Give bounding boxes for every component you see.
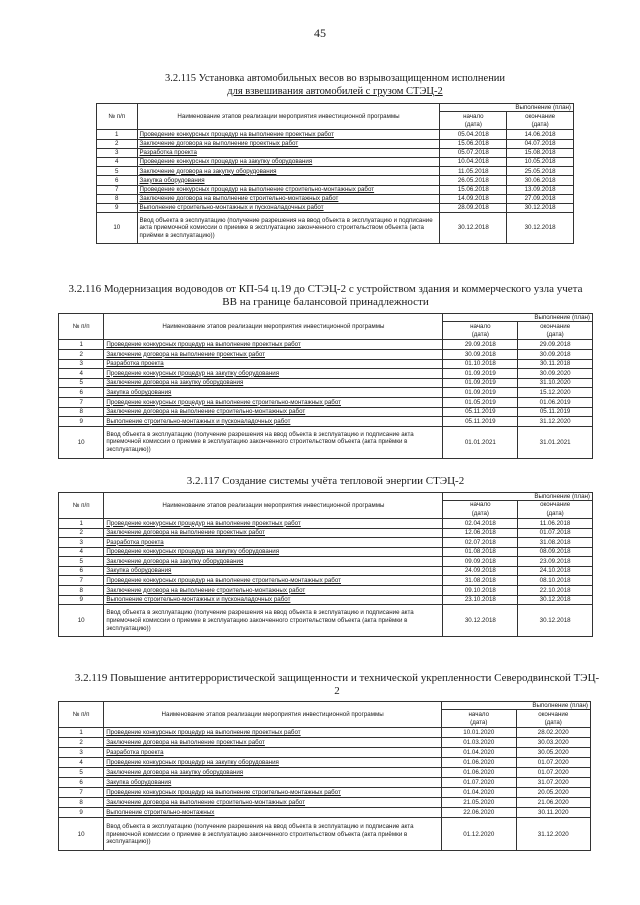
row-number: 2: [59, 528, 104, 538]
row-number: 9: [59, 808, 104, 818]
header-stage-name: Наименование этапов реализации мероприятия инвестиционной программы: [137, 104, 440, 130]
schedule-table: [58, 492, 593, 638]
table-row: [59, 808, 591, 818]
end-date: 01.06.2019: [518, 397, 593, 407]
start-date: 01.03.2020: [442, 738, 516, 748]
stage-name: Проведение конкурсных процедур на выполнение проектных работ: [104, 518, 443, 528]
stage-name: Проведение конкурсных процедур на выполнение проектных работ: [104, 340, 443, 350]
header-execution: Выполнение (план): [440, 104, 574, 112]
stage-name: Проведение конкурсных процедур на выполнение строительно-монтажных работ: [104, 788, 442, 798]
header-stage-name: Наименование этапов реализации мероприятия инвестиционной программы: [104, 702, 442, 728]
end-date: 30.12.2018: [518, 595, 593, 605]
start-date: 05.11.2019: [443, 407, 518, 417]
table-row: [59, 798, 591, 808]
stage-name: Выполнение строительно-монтажных и пусконаладочных работ: [104, 595, 443, 605]
end-date: 30.12.2018: [507, 203, 574, 212]
end-date: 25.05.2018: [507, 167, 574, 176]
table-row: [97, 130, 574, 139]
end-date: 30.11.2020: [516, 808, 590, 818]
header-stage-name: Наименование этапов реализации мероприятия инвестиционной программы: [104, 314, 443, 340]
row-number: 7: [97, 185, 138, 194]
table-row: [59, 566, 593, 576]
row-number: 5: [59, 768, 104, 778]
header-end-date: (дата): [507, 121, 574, 130]
table-row: [59, 417, 593, 427]
row-number: 10: [59, 426, 104, 458]
row-number: 3: [59, 748, 104, 758]
row-number: 8: [97, 194, 138, 203]
start-date: 01.10.2018: [443, 359, 518, 369]
section-title: 3.2.115 Установка автомобильных весов во взрывозащищенном исполнении: [164, 73, 506, 84]
end-date: 05.11.2019: [518, 407, 593, 417]
start-date: 01.06.2020: [442, 758, 516, 768]
row-number: 4: [59, 758, 104, 768]
stage-name: Проведение конкурсных процедур на закупку оборудования: [104, 369, 443, 379]
table-row: [97, 203, 574, 212]
stage-name: Ввод объекта в эксплуатацию (получение разрешения на ввод объекта в эксплуатацию и подписание акта приемочной комиссии о приемке в эксплуатацию законченного строительством объекта (акта приёмки в эксплуатацию)): [137, 213, 440, 244]
row-number: 3: [59, 538, 104, 548]
start-date: 02.07.2018: [443, 538, 518, 548]
row-number: 9: [97, 203, 138, 212]
table-header-row: [59, 702, 591, 710]
table-row: [59, 359, 593, 369]
header-num: № п/п: [97, 104, 138, 130]
stage-name: Заключение договора на выполнение проектных работ: [104, 350, 443, 360]
stage-name: Закупка оборудования: [104, 778, 442, 788]
end-date: 10.05.2018: [507, 157, 574, 166]
header-end-date: (дата): [518, 331, 593, 340]
table-row: [97, 157, 574, 166]
row-number: 9: [59, 595, 104, 605]
stage-name: Разработка проекта: [137, 148, 440, 157]
stage-name: Проведение конкурсных процедур на закупку оборудования: [137, 157, 440, 166]
table-row: [59, 407, 593, 417]
row-number: 9: [59, 417, 104, 427]
row-number: 5: [59, 378, 104, 388]
start-date: 10.01.2020: [442, 728, 516, 738]
section-3-2-119: [58, 672, 616, 851]
stage-name: Проведение конкурсных процедур на закупку оборудования: [104, 758, 442, 768]
start-date: 23.10.2018: [443, 595, 518, 605]
start-date: 21.05.2020: [442, 798, 516, 808]
table-row: [59, 595, 593, 605]
table-row: [97, 194, 574, 203]
header-execution: Выполнение (план): [442, 702, 591, 710]
row-number: 8: [59, 586, 104, 596]
start-date: 12.06.2018: [443, 528, 518, 538]
header-end: окончание: [518, 500, 593, 509]
header-end: окончание: [516, 710, 590, 719]
header-end: окончание: [507, 112, 574, 121]
table-row: [59, 576, 593, 586]
row-number: 4: [97, 157, 138, 166]
header-end: окончание: [518, 322, 593, 331]
end-date: 31.10.2020: [518, 378, 593, 388]
header-execution: Выполнение (план): [443, 492, 593, 500]
row-number: 10: [97, 213, 138, 244]
stage-name: Заключение договора на закупку оборудования: [104, 557, 443, 567]
stage-name: Заключение договора на закупку оборудования: [104, 378, 443, 388]
header-start: начало: [442, 710, 516, 719]
header-execution: Выполнение (план): [443, 314, 593, 322]
end-date: 27.09.2018: [507, 194, 574, 203]
stage-name: Заключение договора на выполнение проектных работ: [104, 738, 442, 748]
section-title: 3.2.119 Повышение антитеррористической защищенности и технической укрепленности Северодвинской ТЭЦ-: [74, 672, 600, 684]
start-date: 31.08.2018: [443, 576, 518, 586]
end-date: 30.11.2018: [518, 359, 593, 369]
stage-name: Ввод объекта в эксплуатацию (получение разрешения на ввод объекта в эксплуатацию и подписание акта приемочной комиссии о приемке в эксплуатацию законченного строительством объекта (акта приёмки в эксплуатацию)): [104, 818, 442, 851]
header-start-date: (дата): [442, 719, 516, 728]
stage-name: Заключение договора на выполнение проектных работ: [137, 139, 440, 148]
stage-name: Закупка оборудования: [104, 566, 443, 576]
section-3-2-116: [58, 283, 593, 459]
table-row: [59, 426, 593, 458]
schedule-table: [58, 313, 593, 459]
start-date: 15.06.2018: [440, 139, 507, 148]
stage-name: Проведение конкурсных процедур на выполнение проектных работ: [137, 130, 440, 139]
row-number: 1: [97, 130, 138, 139]
table-row: [59, 768, 591, 778]
start-date: 01.09.2019: [443, 378, 518, 388]
end-date: 30.06.2018: [507, 176, 574, 185]
end-date: 01.07.2018: [518, 528, 593, 538]
table-row: [59, 369, 593, 379]
stage-name: Заключение договора на выполнение строительно-монтажных работ: [104, 586, 443, 596]
table-row: [59, 758, 591, 768]
stage-name: Проведение конкурсных процедур на закупку оборудования: [104, 547, 443, 557]
stage-name: Разработка проекта: [104, 748, 442, 758]
end-date: 31.12.2020: [518, 417, 593, 427]
table-row: [97, 167, 574, 176]
start-date: 09.10.2018: [443, 586, 518, 596]
row-number: 10: [59, 605, 104, 637]
stage-name: Заключение договора на закупку оборудования: [137, 167, 440, 176]
table-row: [59, 388, 593, 398]
start-date: 01.04.2020: [442, 788, 516, 798]
stage-name: Выполнение строительно-монтажных и пусконаладочных работ: [104, 417, 443, 427]
end-date: 11.06.2018: [518, 518, 593, 528]
start-date: 24.09.2018: [443, 566, 518, 576]
table-row: [59, 605, 593, 637]
table-row: [59, 788, 591, 798]
row-number: 1: [59, 518, 104, 528]
table-header-row: [97, 104, 574, 112]
stage-name: Разработка проекта: [104, 538, 443, 548]
end-date: 31.01.2021: [518, 426, 593, 458]
row-number: 2: [59, 738, 104, 748]
row-number: 6: [59, 778, 104, 788]
row-number: 8: [59, 798, 104, 808]
row-number: 2: [97, 139, 138, 148]
section-3-2-117: [58, 475, 593, 637]
stage-name: Проведение конкурсных процедур на выполнение строительно-монтажных работ: [137, 185, 440, 194]
stage-name: Заключение договора на закупку оборудования: [104, 768, 442, 778]
start-date: 11.05.2018: [440, 167, 507, 176]
start-date: 10.04.2018: [440, 157, 507, 166]
start-date: 30.09.2018: [443, 350, 518, 360]
header-start-date: (дата): [443, 331, 518, 340]
end-date: 20.05.2020: [516, 788, 590, 798]
table-row: [59, 518, 593, 528]
row-number: 7: [59, 576, 104, 586]
end-date: 04.07.2018: [507, 139, 574, 148]
header-num: № п/п: [59, 702, 104, 728]
stage-name: Выполнение строительно-монтажных: [104, 808, 442, 818]
stage-name: Разработка проекта: [104, 359, 443, 369]
section-title: 3.2.116 Модернизация водоводов от КП-54 ц.19 до СТЭЦ-2 с устройством здания и коммерческого узла учета: [68, 283, 583, 295]
row-number: 5: [59, 557, 104, 567]
row-number: 7: [59, 788, 104, 798]
stage-name: Проведение конкурсных процедур на выполнение строительно-монтажных работ: [104, 576, 443, 586]
row-number: 4: [59, 369, 104, 379]
row-number: 3: [59, 359, 104, 369]
end-date: 31.07.2020: [516, 778, 590, 788]
end-date: 15.08.2018: [507, 148, 574, 157]
stage-name: Проведение конкурсных процедур на выполнение строительно-монтажных работ: [104, 397, 443, 407]
stage-name: Заключение договора на выполнение проектных работ: [104, 528, 443, 538]
table-row: [97, 185, 574, 194]
table-header-row: [59, 492, 593, 500]
header-start-date: (дата): [443, 509, 518, 518]
start-date: 01.05.2019: [443, 397, 518, 407]
table-row: [59, 397, 593, 407]
end-date: 30.03.2020: [516, 738, 590, 748]
start-date: 01.08.2018: [443, 547, 518, 557]
table-row: [59, 818, 591, 851]
table-header-row: [59, 314, 593, 322]
table-row: [59, 378, 593, 388]
header-num: № п/п: [59, 492, 104, 518]
end-date: 08.10.2018: [518, 576, 593, 586]
header-start: начало: [443, 500, 518, 509]
start-date: 15.06.2018: [440, 185, 507, 194]
row-number: 1: [59, 340, 104, 350]
table-row: [59, 728, 591, 738]
section-title-line2: 2: [334, 684, 340, 697]
end-date: 23.09.2018: [518, 557, 593, 567]
stage-name: Закупка оборудования: [137, 176, 440, 185]
start-date: 05.04.2018: [440, 130, 507, 139]
end-date: 30.12.2018: [518, 605, 593, 637]
table-row: [59, 557, 593, 567]
header-start: начало: [440, 112, 507, 121]
start-date: 05.11.2019: [443, 417, 518, 427]
end-date: 13.09.2018: [507, 185, 574, 194]
table-row: [59, 748, 591, 758]
end-date: 30.09.2018: [518, 350, 593, 360]
start-date: 01.06.2020: [442, 768, 516, 778]
start-date: 28.09.2018: [440, 203, 507, 212]
end-date: 01.07.2020: [516, 768, 590, 778]
schedule-table: [58, 701, 591, 851]
table-row: [59, 778, 591, 788]
section-title-line2: для взвешивания автомобилей с грузом СТЭЦ-2: [227, 85, 443, 97]
start-date: 01.07.2020: [442, 778, 516, 788]
header-start: начало: [443, 322, 518, 331]
header-end-date: (дата): [516, 719, 590, 728]
start-date: 09.09.2018: [443, 557, 518, 567]
row-number: 6: [97, 176, 138, 185]
table-row: [59, 586, 593, 596]
start-date: 26.05.2018: [440, 176, 507, 185]
start-date: 01.09.2019: [443, 369, 518, 379]
start-date: 14.09.2018: [440, 194, 507, 203]
stage-name: Закупка оборудования: [104, 388, 443, 398]
end-date: 14.06.2018: [507, 130, 574, 139]
stage-name: Ввод объекта в эксплуатацию (получение разрешения на ввод объекта в эксплуатацию и подписание акта приемочной комиссии о приемке в эксплуатацию законченного строительством объекта (акта приёмки в эксплуатацию)): [104, 426, 443, 458]
start-date: 01.12.2020: [442, 818, 516, 851]
start-date: 29.09.2018: [443, 340, 518, 350]
table-row: [59, 738, 591, 748]
end-date: 24.10.2018: [518, 566, 593, 576]
start-date: 01.09.2019: [443, 388, 518, 398]
row-number: 3: [97, 148, 138, 157]
table-row: [97, 176, 574, 185]
section-title-line2: ВВ на границе балансовой принадлежности: [222, 295, 429, 308]
table-row: [97, 139, 574, 148]
start-date: 01.01.2021: [443, 426, 518, 458]
end-date: 29.09.2018: [518, 340, 593, 350]
row-number: 6: [59, 566, 104, 576]
table-row: [97, 148, 574, 157]
table-row: [97, 213, 574, 244]
section-title: 3.2.117 Создание системы учёта тепловой энергии СТЭЦ-2: [186, 475, 465, 487]
header-start-date: (дата): [440, 121, 507, 130]
end-date: 31.12.2020: [516, 818, 590, 851]
end-date: 30.12.2018: [507, 213, 574, 244]
section-3-2-115: [96, 73, 574, 244]
end-date: 01.07.2020: [516, 758, 590, 768]
end-date: 30.05.2020: [516, 748, 590, 758]
stage-name: Проведение конкурсных процедур на выполнение проектных работ: [104, 728, 442, 738]
row-number: 5: [97, 167, 138, 176]
start-date: 30.12.2018: [440, 213, 507, 244]
table-row: [59, 350, 593, 360]
header-num: № п/п: [59, 314, 104, 340]
table-row: [59, 538, 593, 548]
row-number: 10: [59, 818, 104, 851]
stage-name: Ввод объекта в эксплуатацию (получение разрешения на ввод объекта в эксплуатацию и подписание акта приемочной комиссии о приемке в эксплуатацию законченного строительством объекта (акта приёмки в эксплуатацию)): [104, 605, 443, 637]
start-date: 02.04.2018: [443, 518, 518, 528]
end-date: 15.12.2020: [518, 388, 593, 398]
end-date: 08.09.2018: [518, 547, 593, 557]
stage-name: Заключение договора на выполнение строительно-монтажных работ: [137, 194, 440, 203]
start-date: 01.04.2020: [442, 748, 516, 758]
end-date: 21.06.2020: [516, 798, 590, 808]
stage-name: Заключение договора на выполнение строительно-монтажных работ: [104, 798, 442, 808]
row-number: 2: [59, 350, 104, 360]
row-number: 8: [59, 407, 104, 417]
stage-name: Выполнение строительно-монтажных и пусконаладочных работ: [137, 203, 440, 212]
page-number: 45: [314, 26, 326, 40]
row-number: 4: [59, 547, 104, 557]
end-date: 28.02.2020: [516, 728, 590, 738]
table-row: [59, 528, 593, 538]
end-date: 30.09.2020: [518, 369, 593, 379]
row-number: 6: [59, 388, 104, 398]
start-date: 05.07.2018: [440, 148, 507, 157]
stage-name: Заключение договора на выполнение строительно-монтажных работ: [104, 407, 443, 417]
row-number: 1: [59, 728, 104, 738]
table-row: [59, 547, 593, 557]
end-date: 31.08.2018: [518, 538, 593, 548]
table-row: [59, 340, 593, 350]
row-number: 7: [59, 397, 104, 407]
end-date: 22.10.2018: [518, 586, 593, 596]
start-date: 30.12.2018: [443, 605, 518, 637]
header-stage-name: Наименование этапов реализации мероприятия инвестиционной программы: [104, 492, 443, 518]
schedule-table: [96, 103, 574, 244]
start-date: 22.06.2020: [442, 808, 516, 818]
header-end-date: (дата): [518, 509, 593, 518]
